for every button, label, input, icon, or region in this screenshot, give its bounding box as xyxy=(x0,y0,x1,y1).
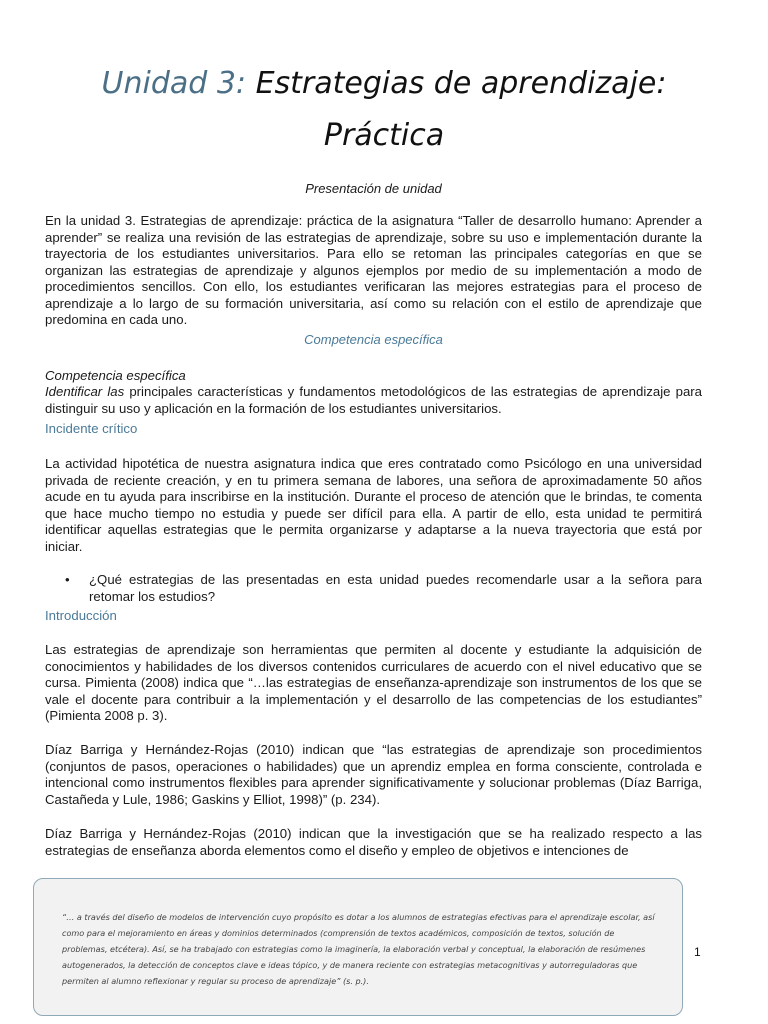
intro-paragraph-2: Díaz Barriga y Hernández-Rojas (2010) indican que “las estrategias de aprendizaje son procedimientos (conjuntos de pasos, operaciones o habilidades) que un aprendiz emplea en forma consciente, controlada e intencional como instrumentos flexibles para aprender significativamente y solucionar problemas (Díaz Barriga, Castañeda y Lule, 1986; Gaskins y Elliot, 1998)” (p. 234). xyxy=(45,742,702,807)
bullet-dot: • xyxy=(65,572,70,587)
quote-text: “… a través del diseño de modelos de intervención cuyo propósito es dotar a los alumnos de estrategias efectivas para el aprendizaje escolar, así como para el mejoramiento en áreas y dominios determinados (comprensión de textos académicos, composición de textos, solución de problemas, etcétera). Así, se ha trabajado con estrategias como la imaginería, la elaboración verbal y conceptual, la elaboración de resúmenes autogenerados, la detección de conceptos clave e ideas tópico, y de manera reciente con estrategias metacognitivas y autorreguladoras que permiten al alumno reflexionar y regular su proceso de aprendizaje” (s. p.). xyxy=(62,912,655,986)
competencia-lead: Identificar las xyxy=(45,384,125,399)
title-line-1 xyxy=(40,58,728,110)
page-number: 1 xyxy=(694,945,701,959)
bullet-item xyxy=(65,572,702,605)
competencia-paragraph xyxy=(45,384,702,417)
presentation-paragraph: En la unidad 3. Estrategias de aprendizaje: práctica de la asignatura “Taller de desarrollo humano: Aprender a aprender” se realiza una revisión de las estrategias de aprendizaje, sobre su uso e implementación durante la trayectoria de los estudiantes universitarios. Para ello se retoman las principales categorías en que se organizan las estrategias de aprendizaje y algunos ejemplos por medio de su implementación a modo de procedimientos sencillos. Con ello, los estudiantes verificaran las mejores estrategias para el proceso de aprendizaje a lo largo de su formación universitaria, así como su relación con el estilo de aprendizaje que predomina en cada uno. xyxy=(45,213,702,327)
intro-paragraph-1: Las estrategias de aprendizaje son herramientas que permiten al docente y estudiante la adquisición de conocimientos y habilidades de los diversos contenidos curriculares de acuerdo con el nivel educativo que se cursa. Pimienta (2008) indica que “…las estrategias de enseñanza-aprendizaje son instrumentos de los que se vale el docente para contribuir a la implementación y el desarrollo de las competencias de los estudiantes” (Pimienta 2008 p. 3). xyxy=(45,642,702,723)
title-unit: Unidad 3: xyxy=(101,66,247,101)
competencia-text: principales características y fundamentos metodológicos de las estrategias de aprendizaje para distinguir su uso y aplicación en la formación de los estudiantes universitarios. xyxy=(45,384,702,416)
competencia-heading: Competencia específica xyxy=(304,332,443,347)
competencia-label: Competencia específica xyxy=(45,368,186,383)
incidente-heading: Incidente crítico xyxy=(45,421,138,436)
title-main: Estrategias de aprendizaje: xyxy=(255,66,667,101)
bullet-question: ¿Qué estrategias de las presentadas en esta unidad puedes recomendarle usar a la señora para retomar los estudios? xyxy=(89,572,702,604)
section-subtitle: Presentación de unidad xyxy=(305,181,442,196)
introduccion-heading: Introducción xyxy=(45,608,117,623)
incidente-paragraph: La actividad hipotética de nuestra asignatura indica que eres contratado como Psicólogo en una universidad privada de reciente creación, y en tu primera semana de labores, una señora de aproximadamente 50 años acude en tu ayuda para inscribirse en la institución. Durante el proceso de atención que le brindas, te comenta que hace mucho tiempo no estudia y puede ser difícil para ella. A partir de ello, esta unidad te permitirá identificar aquellas estrategias que le permita organizarse y adaptarse a la nueva trayectoria que está por iniciar. xyxy=(45,456,702,554)
intro-paragraph-3: Díaz Barriga y Hernández-Rojas (2010) indican que la investigación que se ha realizado respecto a las estrategias de enseñanza aborda elementos como el diseño y empleo de objetivos e intenciones de xyxy=(45,826,702,858)
page-title xyxy=(40,58,728,162)
quote-box xyxy=(33,878,683,1016)
title-line-2: Práctica xyxy=(323,118,445,153)
